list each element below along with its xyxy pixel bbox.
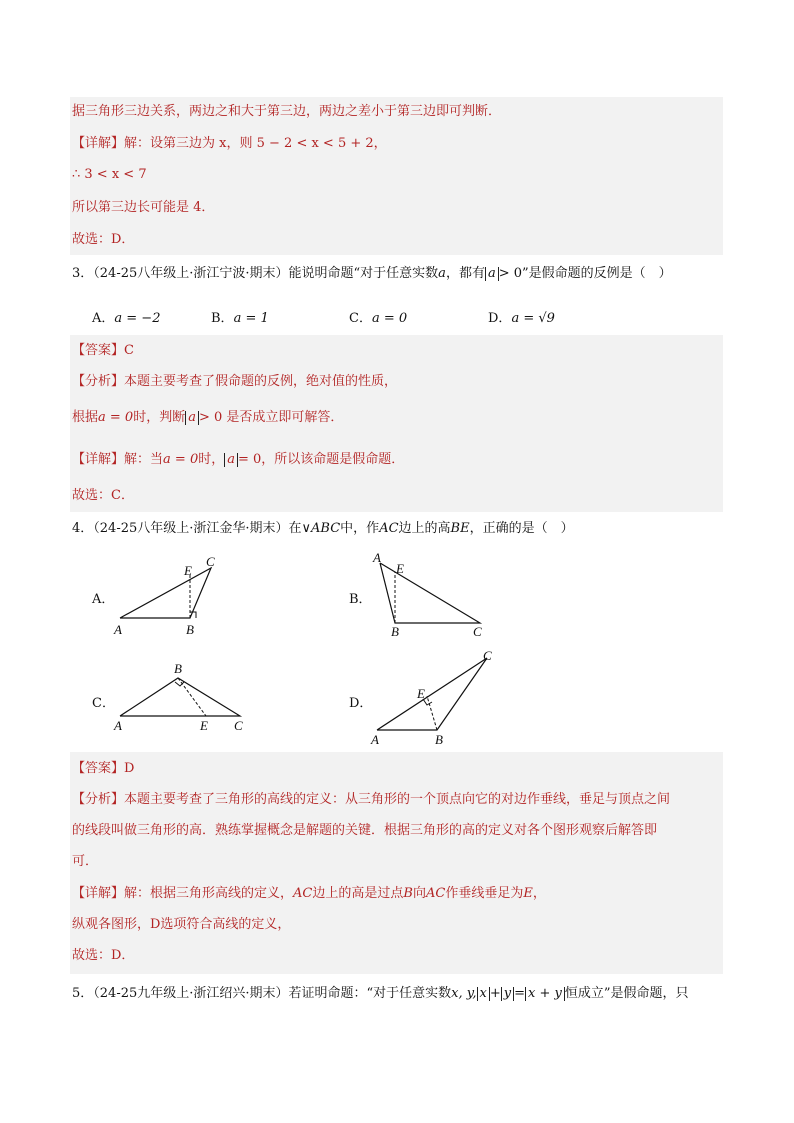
prev-analysis-line: 据三角形三边关系，两边之和大于第三边，两边之差小于第三边即可判断． [72,104,502,119]
q4-option-d[interactable]: D． [349,696,373,711]
svg-text:E: E [417,686,425,701]
q5-stem: 5．（24-25九年级上·浙江绍兴·期末）若证明命题：“对于任意实数x, y, x + y = x + y 恒成立”是假命题，只 [72,985,689,1001]
prev-therefore: ∴ 3 < x < 7 [72,167,147,182]
detail-tag: 【详解】 [72,136,125,151]
svg-text:C: C [234,718,243,733]
prev-detail-text: 解：设第三边为 x，则 5 − 2 < x < 5 + 2， [124,136,387,151]
q3-stem-mid: ，都有 [445,266,485,281]
prev-possible: 所以第三边长可能是 4． [72,200,215,215]
q4-analysis-3: 可． [72,854,99,869]
q3-detail: 【详解】解：当a = 0时， a = 0，所以该命题是假命题． [72,451,405,467]
svg-text:A: A [373,550,381,565]
q4-detail: 【详解】解：根据三角形高线的定义，AC边上的高是过点B向AC作垂线垂足为E， [72,886,546,901]
solution-block-q4 [70,752,723,974]
q3-option-b[interactable]: B．a = 1 [211,311,269,326]
svg-text:B: B [174,661,182,676]
q4-detail-2: 纵观各图形，D选项符合高线的定义， [72,917,291,932]
detail-tag: 【详解】 [72,886,125,901]
analysis-tag: 【分析】 [72,792,125,807]
q3-option-a[interactable]: A．a = −2 [92,311,161,326]
q3-option-d[interactable]: D．a = √9 [488,311,555,326]
q3-stem-abs: a [485,267,499,281]
q3-stem-end: > 0”是假命题的反例是（ ） [498,266,672,281]
q4-analysis-1: 【分析】本题主要考查了三角形的高线的定义：从三角形的一个顶点向它的对边作垂线，垂足与顶点之间 [72,792,671,807]
svg-text:B: B [391,624,399,639]
q4-answer-value: D [124,761,135,776]
svg-text:A: A [371,732,379,747]
svg-text:A: A [114,718,122,733]
svg-text:E: E [396,561,404,576]
q3-option-c[interactable]: C．a = 0 [349,311,408,326]
svg-text:E: E [184,563,192,578]
q4-option-a[interactable]: A． [92,592,115,607]
q4-figure-c [110,658,250,738]
q4-stem: 4．（24-25八年级上·浙江金华·期末）在∨ABC中，作AC边上的高BE，正确的是（ ） [72,521,574,536]
svg-text:C: C [483,648,492,663]
q3-analysis-text: 本题主要考查了假命题的反例，绝对值的性质， [124,374,398,389]
q3-stem-start: 3．（24-25八年级上·浙江宁波·期末）能说明命题“对于任意实数 [72,266,439,281]
q3-stem-var: a [438,266,446,281]
q4-analysis-2: 的线段叫做三角形的高．熟练掌握概念是解题的关键．根据三角形的高的定义对各个图形观察后解答即 [72,823,658,838]
q4-figure-a [110,548,230,638]
q4-choice: 故选：D． [72,948,135,963]
svg-text:A: A [114,622,122,637]
q4-figure-d [365,648,505,748]
svg-text:E: E [200,718,208,733]
prev-detail [72,135,387,153]
q3-answer [72,342,134,360]
q4-answer [72,760,134,778]
q4-figure-b [365,548,495,640]
q4-option-b[interactable]: B． [349,592,372,607]
detail-tag: 【详解】 [72,452,125,467]
answer-tag: 【答案】 [72,343,125,358]
q3-analysis-2: 根据a = 0时，判断 a > 0 是否成立即可解答． [72,409,344,425]
svg-text:B: B [186,622,194,637]
q4-option-c[interactable]: C． [92,696,115,711]
svg-text:C: C [473,624,482,639]
analysis-tag: 【分析】 [72,374,125,389]
svg-text:C: C [206,554,215,569]
q3-answer-value: C [124,343,134,358]
q3-choice: 故选：C． [72,488,134,503]
q3-analysis [72,373,397,391]
answer-tag: 【答案】 [72,761,125,776]
prev-choice: 故选：D． [72,232,135,247]
q3-stem [72,265,672,283]
svg-text:B: B [435,732,443,747]
